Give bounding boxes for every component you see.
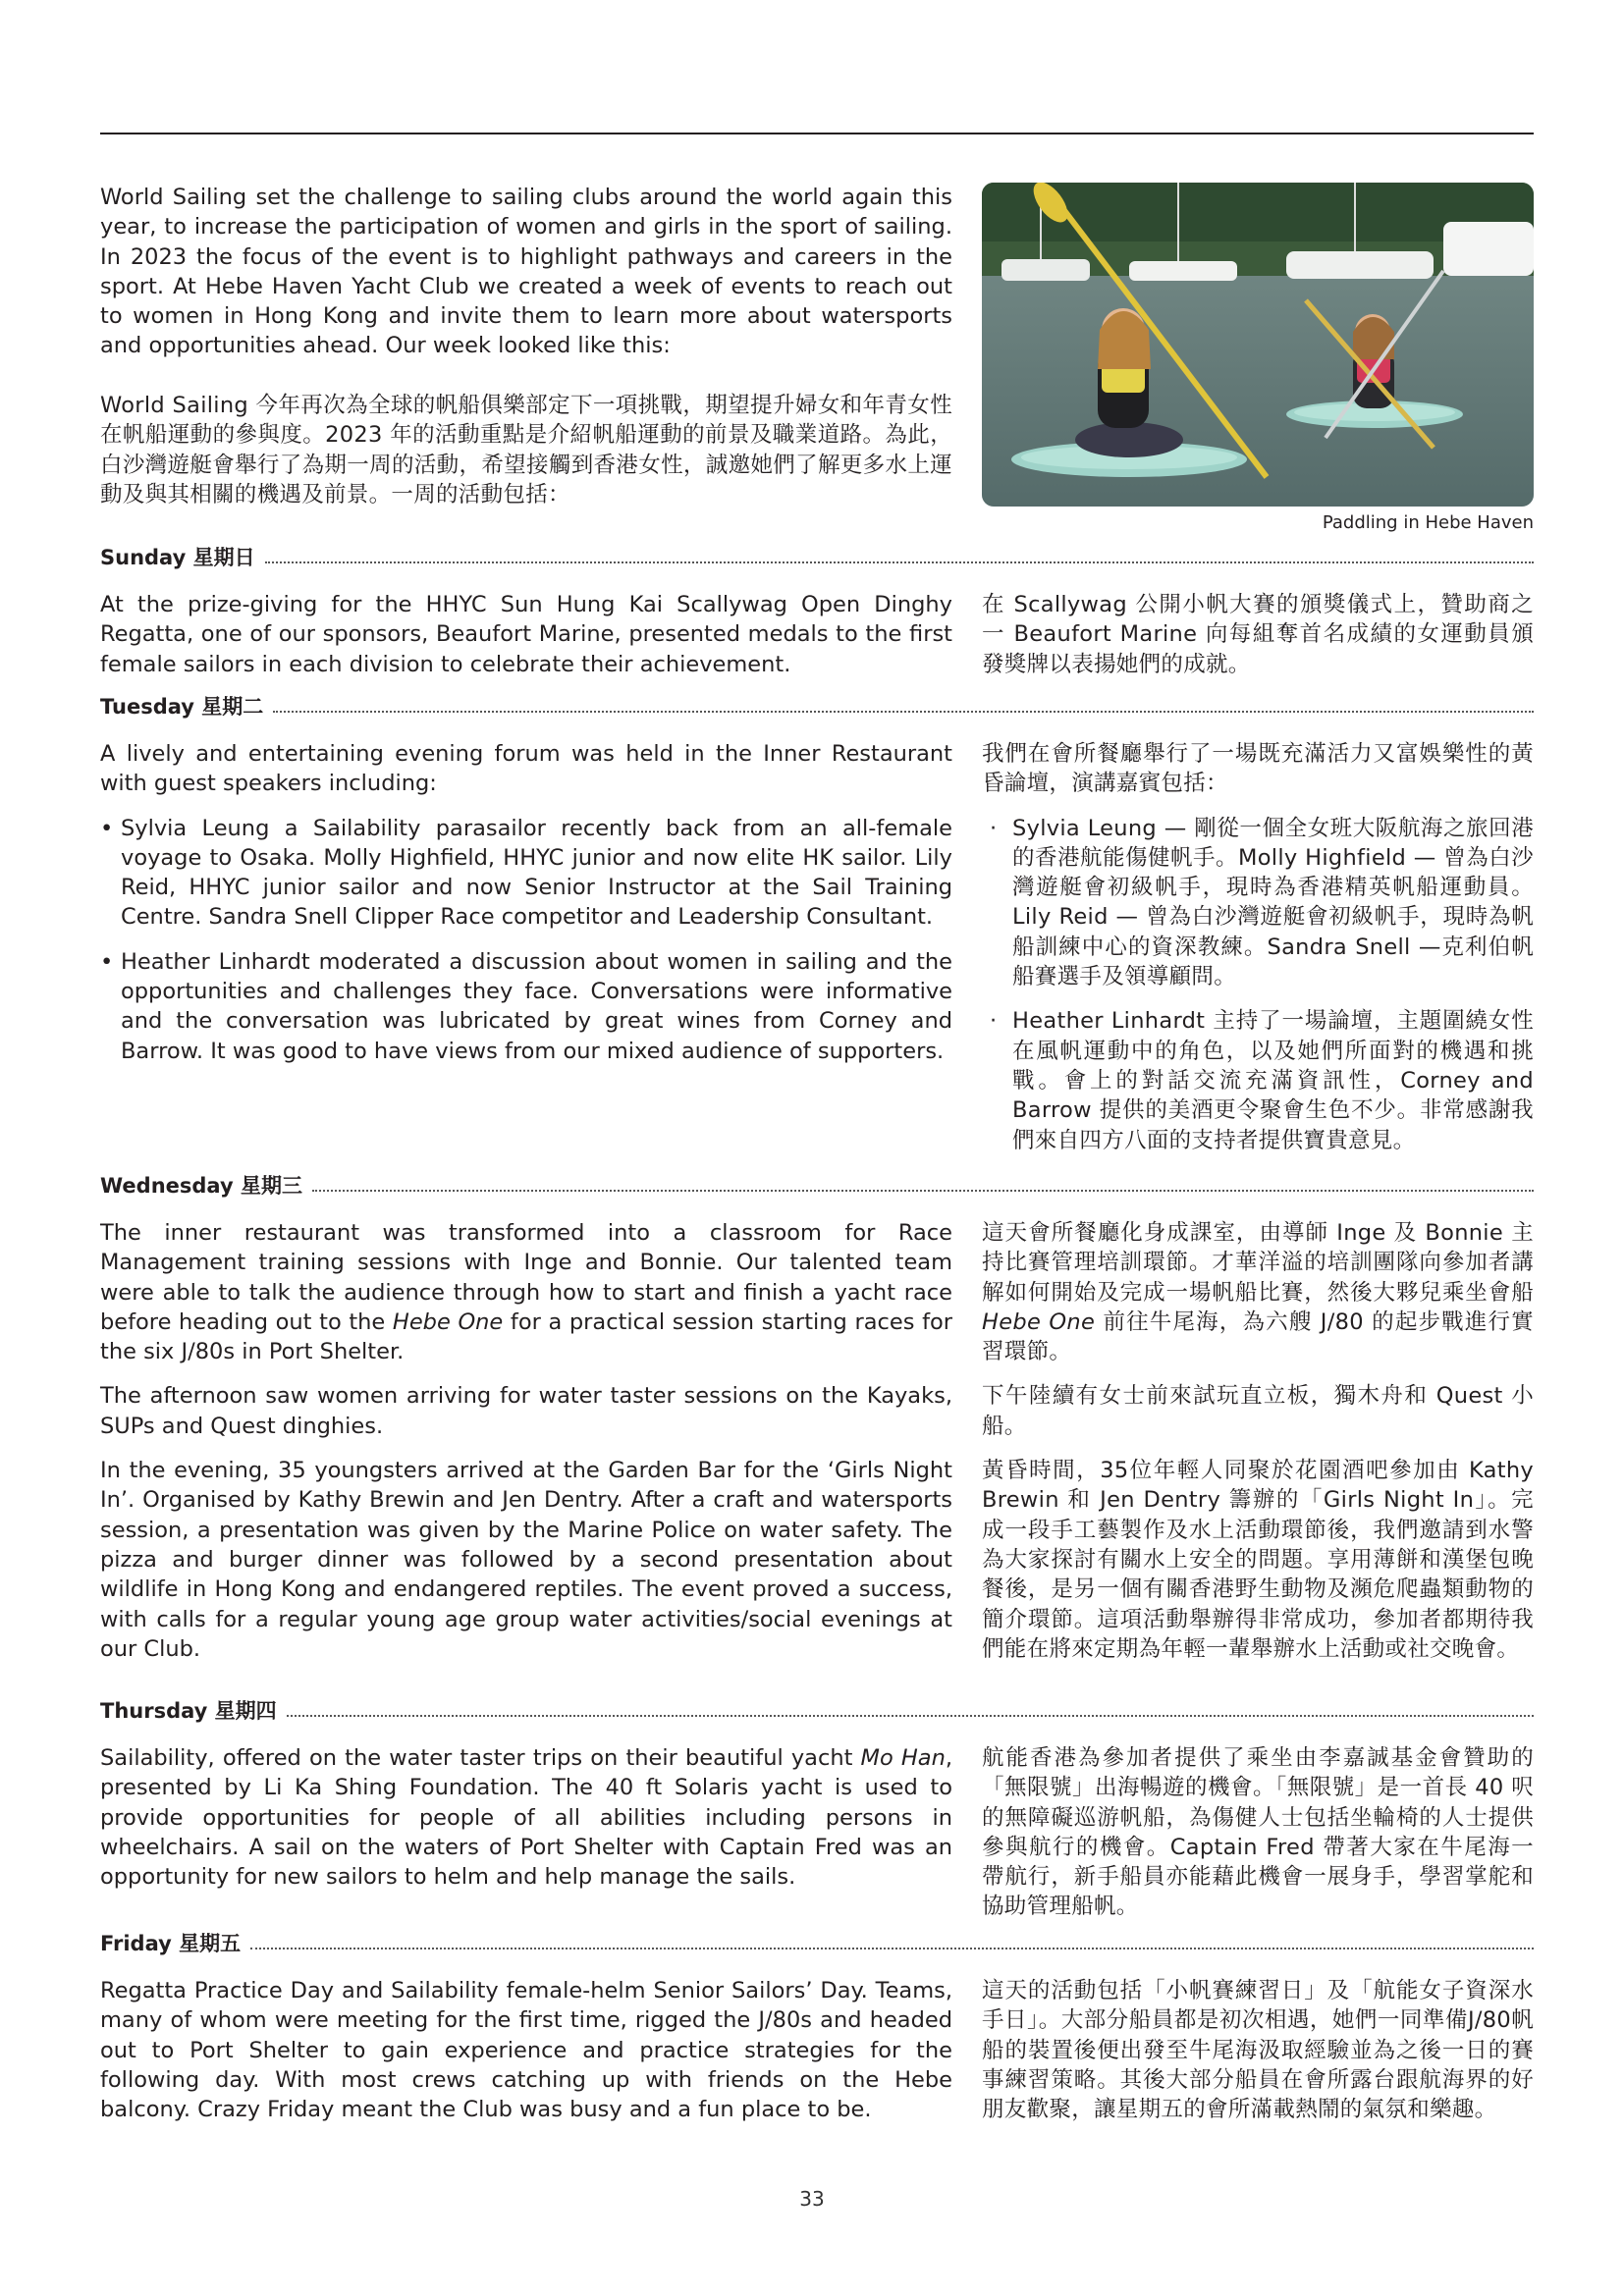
- tuesday-english-intro: A lively and entertaining evening forum was held in the Inner Restaurant with guest speakers including:: [100, 741, 952, 797]
- tuesday-english-list: [100, 814, 952, 1066]
- wednesday-heading: [100, 1172, 1534, 1198]
- wednesday-chinese-p1: [982, 1218, 1534, 1366]
- wednesday-chinese-p3: 黃昏時間，35位年輕人同聚於花園酒吧參加由 Kathy Brewin 和 Jen Dentry 籌辦的「Girls Night In」。完成一段手工藝製作及水上活動環節後，我們邀請到水警為大家探討有關水上安全的問題。享用薄餅和漢堡包晚餐後，是另一個有關香港野生動物及瀕危爬蟲類動物的簡介環節。這項活動舉辦得非常成功，參加者都期待我們能在將來定期為年輕一輩舉辦水上活動或社交晚會。: [982, 1458, 1534, 1662]
- list-item: • Sylvia Leung a Sailability parasailor recently back from an all-female voyage to Osaka. Molly Highfield, HHYC junior and now elite HK sailor. Lily Reid, HHYC junior sailor and now Senior Instructor at the Sail Training Centre. Sandra Snell Clipper Race competitor and Leadership Consultant.: [100, 814, 952, 933]
- yacht-name: Mo Han: [860, 1745, 946, 1771]
- intro-chinese-text: World Sailing 今年再次為全球的帆船俱樂部定下一項挑戰，期望提升婦女和年青女性在帆船運動的參與度。2023 年的活動重點是介紹帆船運動的前景及職業道路。為此，白沙灣遊艇會舉行了為期一周的活動，希望接觸到香港女性，誠邀她們了解更多水上運動及與其相關的機遇及前景。一周的活動包括：: [100, 393, 952, 507]
- paddling-photo: [982, 183, 1534, 507]
- thursday-english-start: Sailability, offered on the water taster trips on their beautiful yacht: [100, 1745, 861, 1771]
- wednesday-english-p1-start: The inner restaurant was transformed into a classroom for Race Management training sessions with Inge and Bonnie. Our talented team were able to talk the audience through how to start and finish a yacht race before heading out to the: [100, 1220, 952, 1335]
- boat-name: Hebe One: [392, 1308, 504, 1335]
- boat-name: Hebe One: [982, 1308, 1096, 1335]
- friday-chinese-text: 這天的活動包括「小帆賽練習日」及「航能女子資深水手日」。大部分船員都是初次相遇，她們一同準備J/80帆船的裝置後便出發至牛尾海汲取經驗並為之後一日的賽事練習策略。其後大部分船員在會所露台跟航海界的好朋友歡聚，讓星期五的會所滿載熱鬧的氣氛和樂趣。: [982, 1978, 1534, 2123]
- friday-heading: [100, 1930, 1534, 1955]
- friday-english: [100, 1976, 952, 2124]
- dotted-leader: [265, 561, 1534, 563]
- photo-caption: Paddling in Hebe Haven: [1322, 512, 1534, 533]
- dotted-leader: [312, 1190, 1534, 1192]
- tuesday-english: [100, 739, 952, 1066]
- dotted-leader: [250, 1948, 1534, 1949]
- wednesday-heading-text: Wednesday 星期三: [100, 1174, 302, 1198]
- sunday-chinese: [982, 590, 1534, 679]
- thursday-chinese: [982, 1743, 1534, 1922]
- wednesday-chinese-p1-start: 這天會所餐廳化身成課室，由導師 Inge 及 Bonnie 主持比賽管理培訓環節。才華洋溢的培訓團隊向參加者講解如何開始及完成一場帆船比賽，然後大夥兒乘坐會船: [982, 1220, 1534, 1306]
- sunday-heading: [100, 544, 1534, 569]
- thursday-english: [100, 1743, 952, 1892]
- friday-heading-text: Friday 星期五: [100, 1932, 242, 1955]
- top-rule: [100, 133, 1534, 134]
- thursday-heading-text: Thursday 星期四: [100, 1699, 277, 1723]
- list-item: · Sylvia Leung — 剛從一個全女班大阪航海之旅回港的香港航能傷健帆手。Molly Highfield — 曾為白沙灣遊艇會初級帆手，現時為香港精英帆船運動員。Lily Reid — 曾為白沙灣遊艇會初級帆手，現時為帆船訓練中心的資深教練。Sandra Snell —克利伯帆船賽選手及領導顧問。: [982, 814, 1534, 992]
- wednesday-english-p3: In the evening, 35 youngsters arrived at the Garden Bar for the ‘Girls Night In’. Organised by Kathy Brewin and Jen Dentry. After a craft and watersports session, a presentation was given by the Marine Police on water safety. The pizza and burger dinner was followed by a second presentation about wildlife in Hong Kong and endangered reptiles. The event proved a success, with calls for a regular young age group water activities/social evenings at our Club.: [100, 1458, 952, 1662]
- dotted-leader: [273, 711, 1534, 713]
- intro-chinese: [100, 391, 952, 509]
- paddling-photo-illustration: [982, 183, 1534, 507]
- list-item: • Heather Linhardt moderated a discussion about women in sailing and the opportunities and challenges they face. Conversations were informative and the conversation was lubricated by great wines from Corney and Barrow. It was good to have views from our mixed audience of supporters.: [100, 947, 952, 1066]
- friday-chinese: [982, 1976, 1534, 2124]
- wednesday-chinese: [982, 1218, 1534, 1664]
- tuesday-heading-text: Tuesday 星期二: [100, 695, 264, 719]
- wednesday-chinese-p2: 下午陸續有女士前來試玩直立板，獨木舟和 Quest 小船。: [982, 1383, 1534, 1439]
- intro-english-text: World Sailing set the challenge to sailing clubs around the world again this year, to increase the participation of women and girls in the sport of sailing. In 2023 the focus of the event is to highlight pathways and careers in the sport. At Hebe Haven Yacht Club we created a week of events to reach out to women in Hong Kong and invite them to learn more about watersports and opportunities ahead. Our week looked like this:: [100, 185, 952, 359]
- friday-english-text: Regatta Practice Day and Sailability female-helm Senior Sailors’ Day. Teams, many of whom were meeting for the first time, rigged the J/80s and headed out to Port Shelter to gain experience and practice strategies for the following day. With most crews catching up with friends on the Hebe balcony. Crazy Friday meant the Club was busy and a fun place to be.: [100, 1978, 952, 2123]
- wednesday-chinese-p1-end: 前往牛尾海，為六艘 J/80 的起步戰進行實習環節。: [982, 1308, 1534, 1365]
- wednesday-english-p1-end: for a practical session starting races for the six J/80s in Port Shelter.: [100, 1308, 953, 1365]
- sunday-english-text: At the prize-giving for the HHYC Sun Hung Kai Scallywag Open Dinghy Regatta, one of our sponsors, Beaufort Marine, presented medals to the first female sailors in each division to celebrate their achievement.: [100, 592, 952, 677]
- wednesday-english: [100, 1218, 952, 1664]
- thursday-english-text: [100, 1743, 952, 1892]
- intro-english: [100, 183, 952, 361]
- tuesday-chinese: [982, 739, 1534, 1155]
- list-item: · Heather Linhardt 主持了一場論壇，主題圍繞女性在風帆運動中的角色，以及她們所面對的機遇和挑戰。會上的對話交流充滿資訊性，Corney and Barrow 提供的美酒更令聚會生色不少。非常感謝我們來自四方八面的支持者提供寶貴意見。: [982, 1006, 1534, 1154]
- page-number: 33: [799, 2187, 825, 2211]
- sunday-heading-text: Sunday 星期日: [100, 546, 255, 569]
- tuesday-chinese-intro: 我們在會所餐廳舉行了一場既充滿活力又富娛樂性的黃昏論壇，演講嘉賓包括：: [982, 741, 1534, 797]
- thursday-english-end: , presented by Li Ka Shing Foundation. The 40 ft Solaris yacht is used to provide opportunities for people of all abilities including persons in wheelchairs. A sail on the waters of Port Shelter with Captain Fred was an opportunity for new sailors to helm and help manage the sails.: [100, 1745, 952, 1891]
- tuesday-heading: [100, 693, 1534, 719]
- thursday-chinese-text: 航能香港為參加者提供了乘坐由李嘉誠基金會贊助的「無限號」出海暢遊的機會。「無限號」是一首長 40 呎的無障礙巡游帆船，為傷健人士包括坐輪椅的人士提供參與航行的機會。Captain Fred 帶著大家在牛尾海一帶航行，新手船員亦能藉此機會一展身手，學習掌舵和協助管理船帆。: [982, 1745, 1534, 1920]
- sunday-chinese-text: 在 Scallywag 公開小帆大賽的頒獎儀式上，贊助商之一 Beaufort Marine 向每組奪首名成績的女運動員頒發獎牌以表揚她們的成就。: [982, 592, 1534, 677]
- dotted-leader: [287, 1715, 1534, 1717]
- wednesday-english-p1: [100, 1218, 952, 1366]
- thursday-heading: [100, 1697, 1534, 1723]
- sunday-english: [100, 590, 952, 679]
- wednesday-english-p2: The afternoon saw women arriving for water taster sessions on the Kayaks, SUPs and Quest dinghies.: [100, 1383, 952, 1439]
- tuesday-chinese-list: [982, 814, 1534, 1155]
